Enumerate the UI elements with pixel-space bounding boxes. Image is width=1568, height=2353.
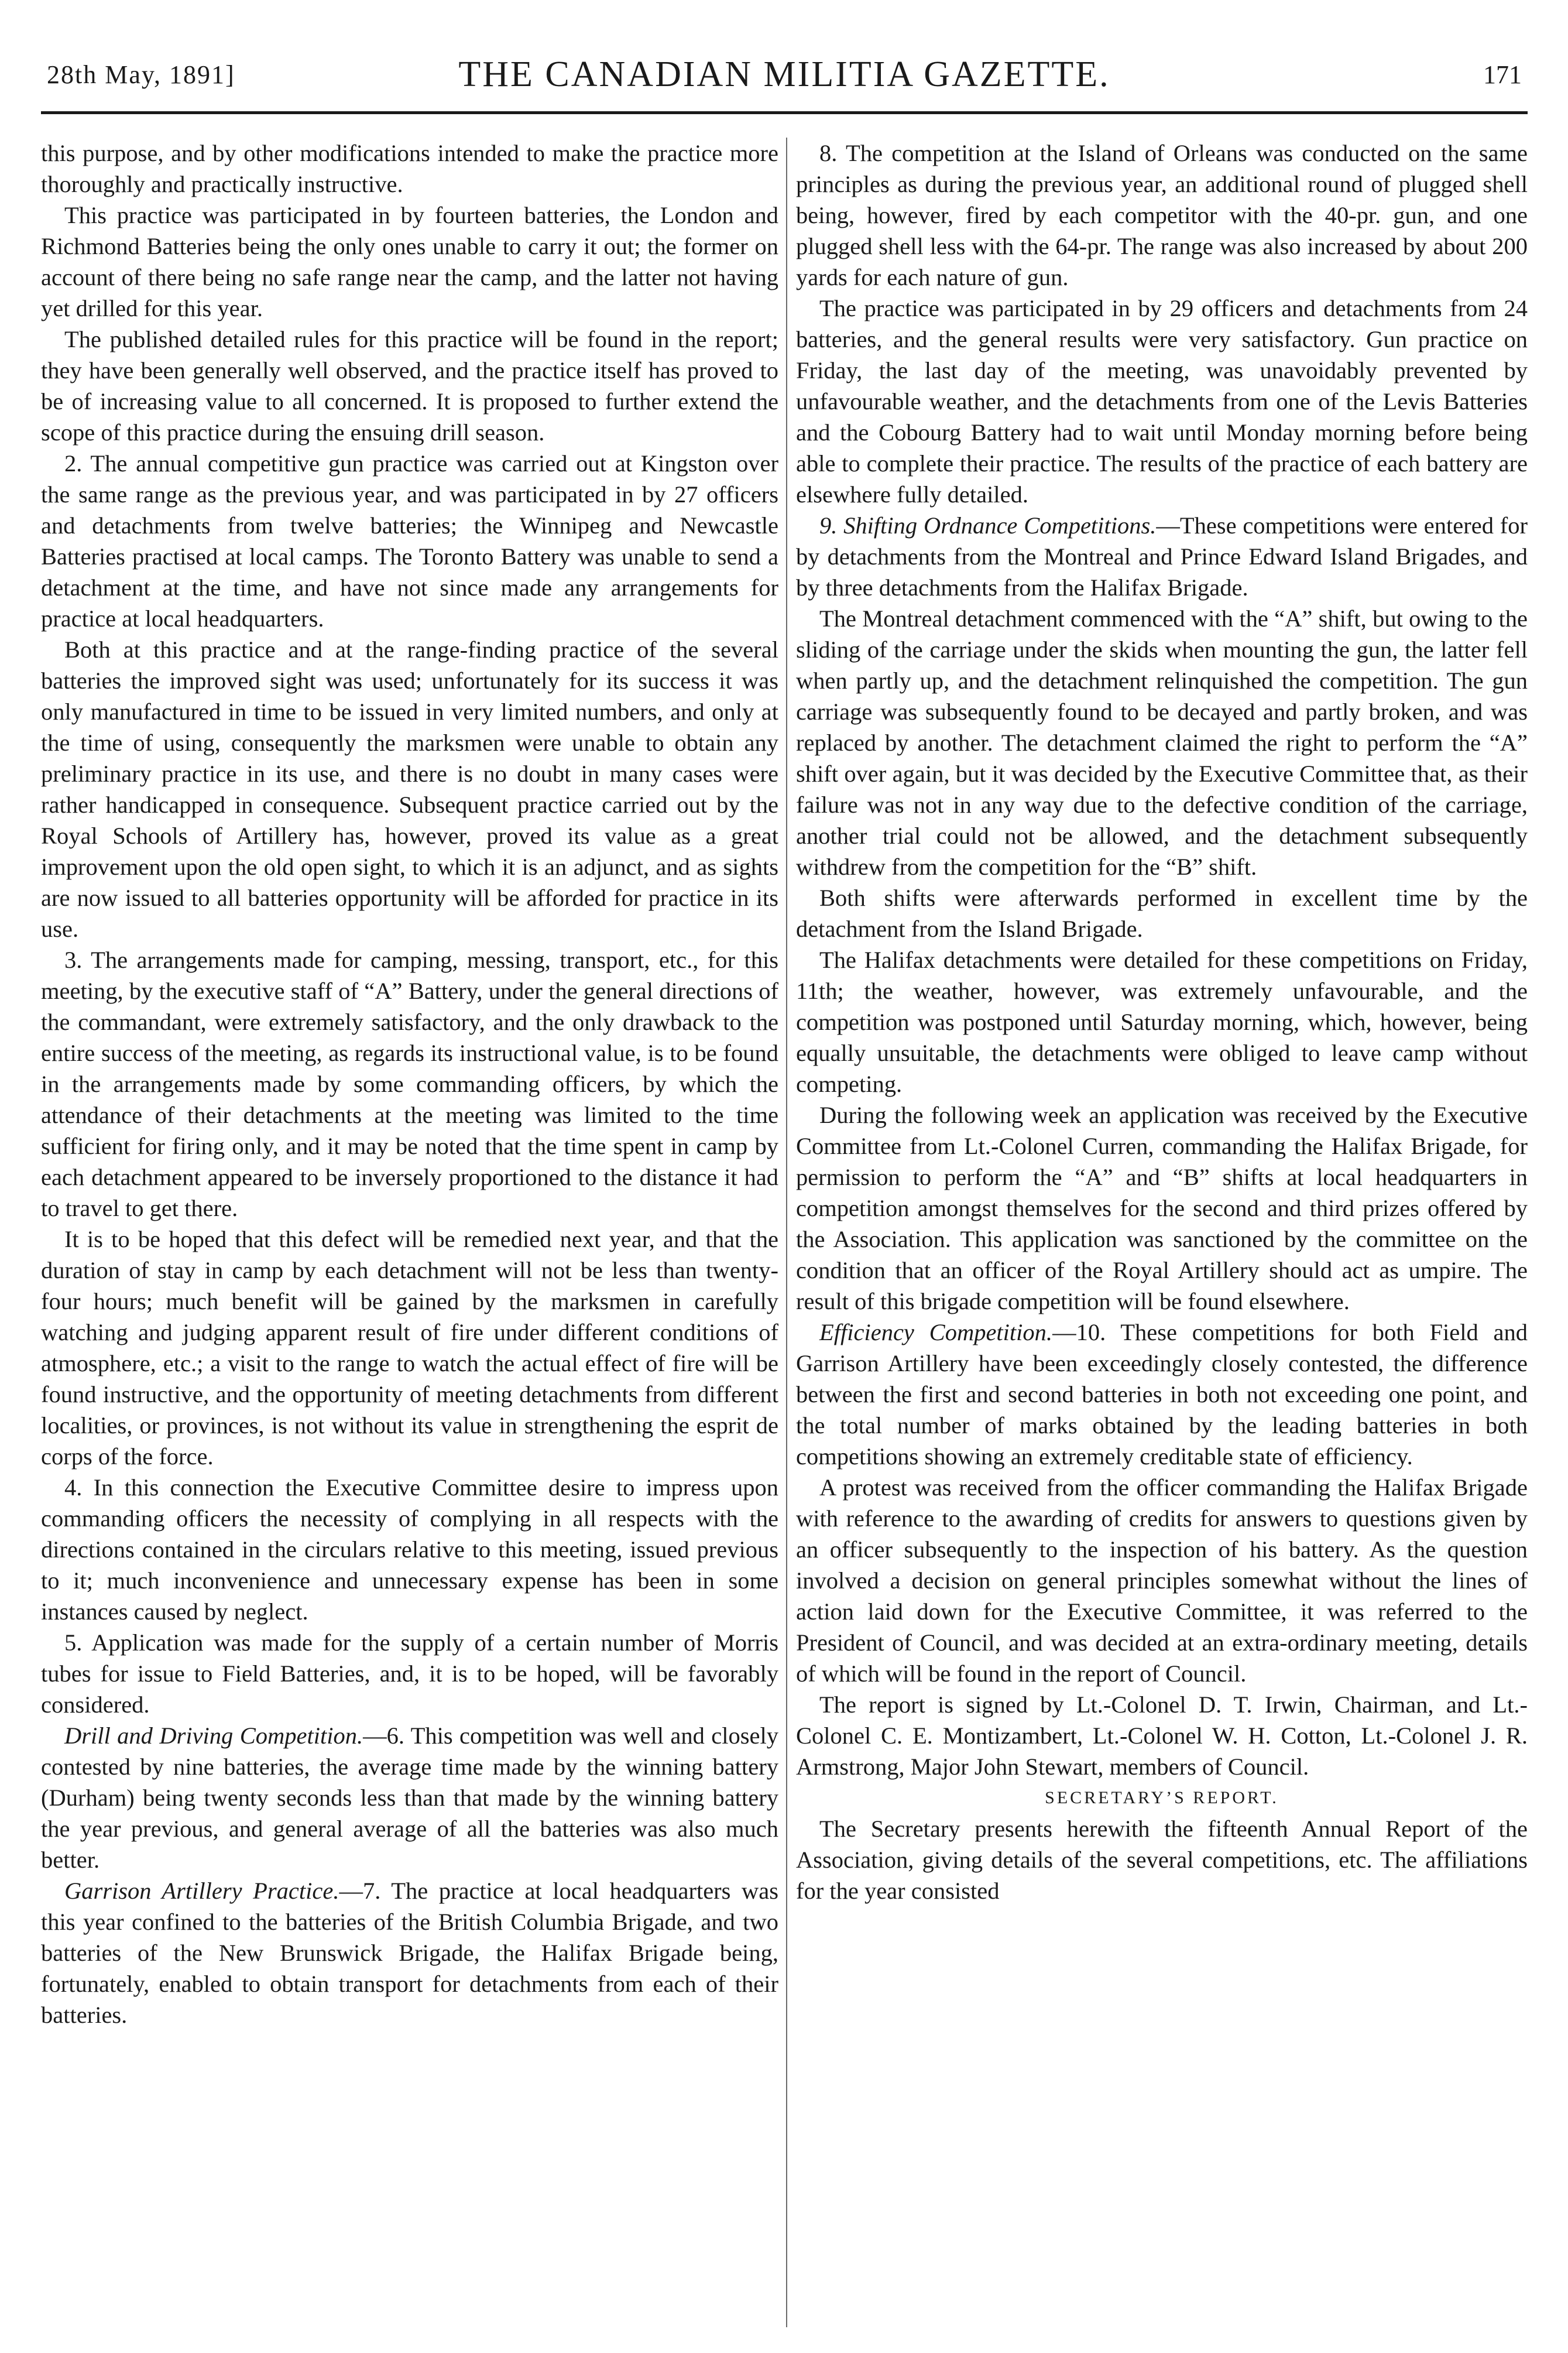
article-paragraph (796, 1472, 1528, 1689)
paragraph-text: Both shifts were afterwards performed in excellent time by the detachment from the Island Brigade. (796, 885, 1528, 942)
paragraph-text: —7. The practice at local headquarters was this year confined to the batteries of the British Columbia Brigade, and two batteries of the New Brunswick Brigade, the Halifax Brigade being, fortunately, enabled to obtain transport for detachments from each of their batteries. (41, 1878, 778, 2028)
article-paragraph (796, 603, 1528, 882)
paragraph-text: The published detailed rules for this practice will be found in the report; they have been generally well observed, and the practice itself has proved to be of increasing value to all concerned. It is proposed to further extend the scope of this practice during the ensuing drill season. (41, 326, 778, 446)
paragraph-text: A protest was received from the officer commanding the Halifax Brigade with reference to the awarding of credits for answers to questions given by an officer subsequently to the inspection of his battery. As the question involved a decision on general principles somewhat without the lines of action laid down for the Executive Committee, it was referred to the President of Council, and was decided at an extra-ordinary meeting, details of which will be found in the report of Council. (796, 1474, 1528, 1687)
page-header (41, 36, 1528, 107)
paragraph-text: 5. Application was made for the supply of a certain number of Morris tubes for issue to Field Batteries, and, it is to be hoped, will be favorably considered. (41, 1629, 778, 1718)
paragraph-text: —These competitions were entered for by detachments from the Montreal and Prince Edward Island Brigades, and by three detachments from the Halifax Brigade. (796, 512, 1528, 601)
article-paragraph (41, 200, 778, 324)
article-paragraph (796, 1100, 1528, 1317)
paragraph-text: The Halifax detachments were detailed for these competitions on Friday, 11th; the weather, however, was extremely unfavourable, and the competition was postponed until Saturday morning, which, however, being equally unsuitable, the detachments were obliged to leave camp without competing. (796, 947, 1528, 1097)
article-paragraph (41, 1627, 778, 1720)
paragraph-text: This practice was participated in by fourteen batteries, the London and Richmond Batteries being the only ones unable to carry it out; the former on account of there being no safe range near the camp, and the latter not having yet drilled for this year. (41, 202, 778, 321)
paragraph-text: The Secretary presents herewith the fifteenth Annual Report of the Association, giving details of the several competitions, etc. The affiliations for the year consisted (796, 1816, 1528, 1904)
article-paragraph (796, 293, 1528, 510)
paragraph-lead-heading: 9. Shifting Ordnance Competitions. (819, 512, 1157, 539)
section-heading: SECRETARY’S REPORT. (1045, 1788, 1279, 1807)
page-number: 171 (1483, 60, 1522, 89)
article-paragraph (796, 882, 1528, 944)
issue-date: 28th May, 1891] (47, 60, 235, 89)
article-paragraph (796, 1689, 1528, 1782)
publication-title: THE CANADIAN MILITIA GAZETTE. (458, 54, 1110, 94)
article-paragraph (796, 1317, 1528, 1472)
paragraph-text: this purpose, and by other modifications intended to make the practice more thoroughly and practically instructive. (41, 140, 778, 197)
paragraph-text: The report is signed by Lt.-Colonel D. T. Irwin, Chairman, and Lt.-Colonel C. E. Montizambert, Lt.-Colonel W. H. Cotton, Lt.-Colonel J. R. Armstrong, Major John Stewart, members of Council. (796, 1691, 1528, 1780)
paragraph-text: 3. The arrangements made for camping, messing, transport, etc., for this meeting, by the executive staff of “A” Battery, under the general directions of the commandant, were extremely satisfactory, and the only drawback to the entire success of the meeting, as regards its instructional value, is to be found in the arrangements made by some commanding officers, by which the attendance of their detachments at the meeting was limited to the time sufficient for firing only, and it may be noted that the time spent in camp by each detachment appeared to be inversely proportioned to the distance it had to travel to get there. (41, 947, 778, 1221)
right-column (796, 138, 1528, 2327)
paragraph-lead-heading: Efficiency Competition. (819, 1319, 1053, 1345)
paragraph-text: Both at this practice and at the range-finding practice of the several batteries the improved sight was used; unfortunately for its success it was only manufactured in time to be issued in very limited numbers, and only at the time of using, consequently the marksmen were unable to obtain any preliminary practice in its use, and there is no doubt in many cases were rather handicapped in consequence. Subsequent practice carried out by the Royal Schools of Artillery has, however, proved its value as a great improvement upon the old open sight, to which it is an adjunct, and as sights are now issued to all batteries opportunity will be afforded for practice in its use. (41, 636, 778, 942)
paragraph-text: —6. This competition was well and closely contested by nine batteries, the average time made by the winning battery (Durham) being twenty seconds less than that made by the winning battery the year previous, and general average of all the batteries was also much better. (41, 1722, 778, 1873)
paragraph-text: 4. In this connection the Executive Committee desire to impress upon commanding officers the necessity of complying in all respects with the directions contained in the circulars relative to this meeting, issued previous to it; much inconvenience and unnecessary expense has been in some instances caused by neglect. (41, 1474, 778, 1625)
column-divider (786, 138, 787, 2327)
paragraph-text: 8. The competition at the Island of Orleans was conducted on the same principles as during the previous year, an additional round of plugged shell being, however, fired by each competitor with the 40-pr. gun, and one plugged shell less with the 64-pr. The range was also increased by about 200 yards for each nature of gun. (796, 140, 1528, 290)
article-paragraph (796, 944, 1528, 1100)
paragraph-text: It is to be hoped that this defect will be remedied next year, and that the duration of stay in camp by each detachment will not be less than twenty-four hours; much benefit will be gained by the marksmen in carefully watching and judging apparent result of fire under different conditions of atmosphere, etc.; a visit to the range to watch the actual effect of fire will be found instructive, and the opportunity of meeting detachments from different localities, or provinces, is not without its value in strengthening the esprit de corps of the force. (41, 1226, 778, 1470)
article-paragraph (41, 944, 778, 1224)
article-paragraph (41, 448, 778, 634)
article-paragraph (796, 138, 1528, 293)
paragraph-text: —10. These competitions for both Field and Garrison Artillery have been exceedingly closely contested, the difference between the first and second batteries in both not exceeding one point, and the total number of marks obtained by the leading batteries in both competitions showing an extremely creditable state of efficiency. (796, 1319, 1528, 1470)
paragraph-text: The practice was participated in by 29 officers and detachments from 24 batteries, and the general results were very satisfactory. Gun practice on Friday, the last day of the meeting, was unavoidably prevented by unfavourable weather, and the detachments from one of the Levis Batteries and the Cobourg Battery had to wait until Monday morning before being able to complete their practice. The results of the practice of each battery are elsewhere fully detailed. (796, 295, 1528, 508)
paragraph-lead-heading: Garrison Artillery Practice. (64, 1878, 339, 1904)
paragraph-lead-heading: Drill and Driving Competition. (64, 1722, 363, 1749)
article-paragraph (41, 1224, 778, 1472)
header-rule (41, 111, 1528, 114)
article-paragraph (796, 510, 1528, 603)
article-paragraph (41, 1720, 778, 1875)
paragraph-text: The Montreal detachment commenced with the “A” shift, but owing to the sliding of the carriage under the skids when mounting the gun, the latter fell when partly up, and the detachment relinquished the competition. The gun carriage was subsequently found to be decayed and partly broken, and was replaced by another. The detachment claimed the right to perform the “A” shift over again, but it was decided by the Executive Committee that, as their failure was not in any way due to the defective condition of the carriage, another trial could not be allowed, and the detachment subsequently withdrew from the competition for the “B” shift. (796, 605, 1528, 880)
article-paragraph (41, 634, 778, 944)
paragraph-text: During the following week an application was received by the Executive Committee from Lt.-Colonel Curren, commanding the Halifax Brigade, for permission to perform the “A” and “B” shifts at local headquarters in competition amongst themselves for the second and third prizes offered by the Association. This application was sanctioned by the committee on the condition that an officer of the Royal Artillery should act as umpire. The result of this brigade competition will be found elsewhere. (796, 1102, 1528, 1314)
article-paragraph (41, 1472, 778, 1627)
article-paragraph (41, 1875, 778, 2030)
article-paragraph (41, 324, 778, 448)
article-paragraph (41, 138, 778, 200)
paragraph-text: 2. The annual competitive gun practice was carried out at Kingston over the same range as the previous year, and was participated in by 27 officers and detachments from twelve batteries; the Winnipeg and Newcastle Batteries practised at local camps. The Toronto Battery was unable to send a detachment at the time, and have not since made any arrangements for practice at local headquarters. (41, 450, 778, 632)
left-column (41, 138, 778, 2327)
article-paragraph (796, 1813, 1528, 1906)
